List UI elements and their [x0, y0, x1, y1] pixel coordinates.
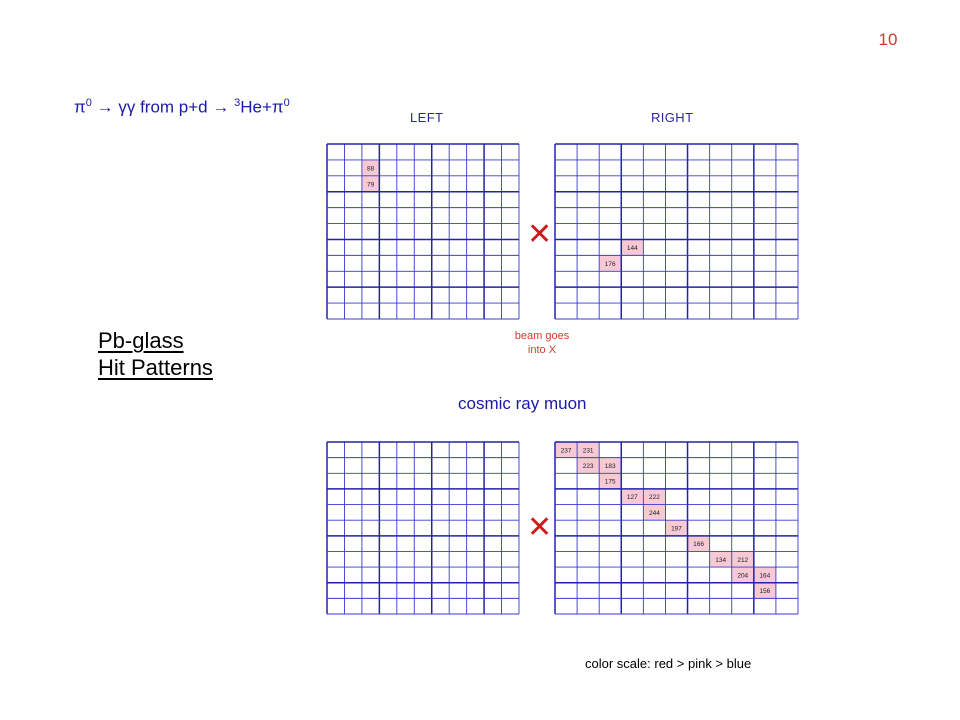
- color-scale-note: color scale: red > pink > blue: [585, 656, 752, 671]
- hit-value: 176: [604, 260, 616, 268]
- hit-value: 222: [648, 494, 660, 502]
- hit-value: 231: [582, 447, 594, 455]
- hit-value: 175: [604, 478, 616, 486]
- beam-note-line-1: beam goes: [514, 330, 570, 342]
- right-label: RIGHT: [651, 110, 694, 125]
- hit-grid-top-right: [555, 144, 798, 319]
- hit-value: 166: [693, 541, 705, 549]
- hit-value: 134: [715, 556, 727, 564]
- title-he3-sup: 3: [234, 97, 241, 109]
- title-gammas: γγ: [118, 97, 136, 117]
- hit-value: 223: [582, 462, 594, 470]
- hit-grid-bottom-right: [555, 442, 798, 614]
- title-pi: π: [74, 97, 86, 117]
- left-label: LEFT: [410, 110, 444, 125]
- hit-grid-top-left: [327, 144, 519, 319]
- title-arrow: →: [96, 97, 114, 117]
- hit-value: 204: [737, 572, 749, 580]
- hit-value: 144: [626, 244, 638, 252]
- slide-title: [74, 97, 290, 118]
- beam-note: [490, 329, 594, 357]
- title-arrow-2: →: [212, 97, 230, 117]
- hit-value: 244: [648, 509, 660, 517]
- heading-line-2: Hit Patterns: [98, 355, 213, 380]
- title-he-text: He+: [240, 97, 272, 117]
- title-pi-zero-sup: 0: [85, 97, 92, 109]
- heading-line-1: Pb-glass: [98, 328, 184, 353]
- title-pi-2: π: [271, 97, 284, 117]
- slide-number: 10: [878, 30, 898, 49]
- heading: [98, 327, 213, 381]
- hit-value: 88: [367, 165, 375, 173]
- cosmic-ray-label: cosmic ray muon: [458, 394, 587, 413]
- hit-value: 164: [759, 572, 771, 580]
- hit-value: 183: [604, 462, 616, 470]
- hit-value: 79: [367, 181, 375, 189]
- hit-value: 212: [737, 556, 749, 564]
- title-from-text: from p+d: [140, 97, 208, 117]
- hit-value: 156: [759, 588, 771, 596]
- beam-x-mark-top: ✕: [527, 217, 553, 252]
- beam-x-mark-bottom: ✕: [527, 510, 553, 545]
- hit-value: 237: [560, 447, 572, 455]
- hit-value: 127: [626, 494, 638, 502]
- hit-grid-bottom-left: [327, 442, 519, 614]
- hit-value: 197: [671, 525, 682, 533]
- title-pi-zero-sup-2: 0: [283, 97, 290, 109]
- beam-note-line-2: into X: [527, 344, 557, 356]
